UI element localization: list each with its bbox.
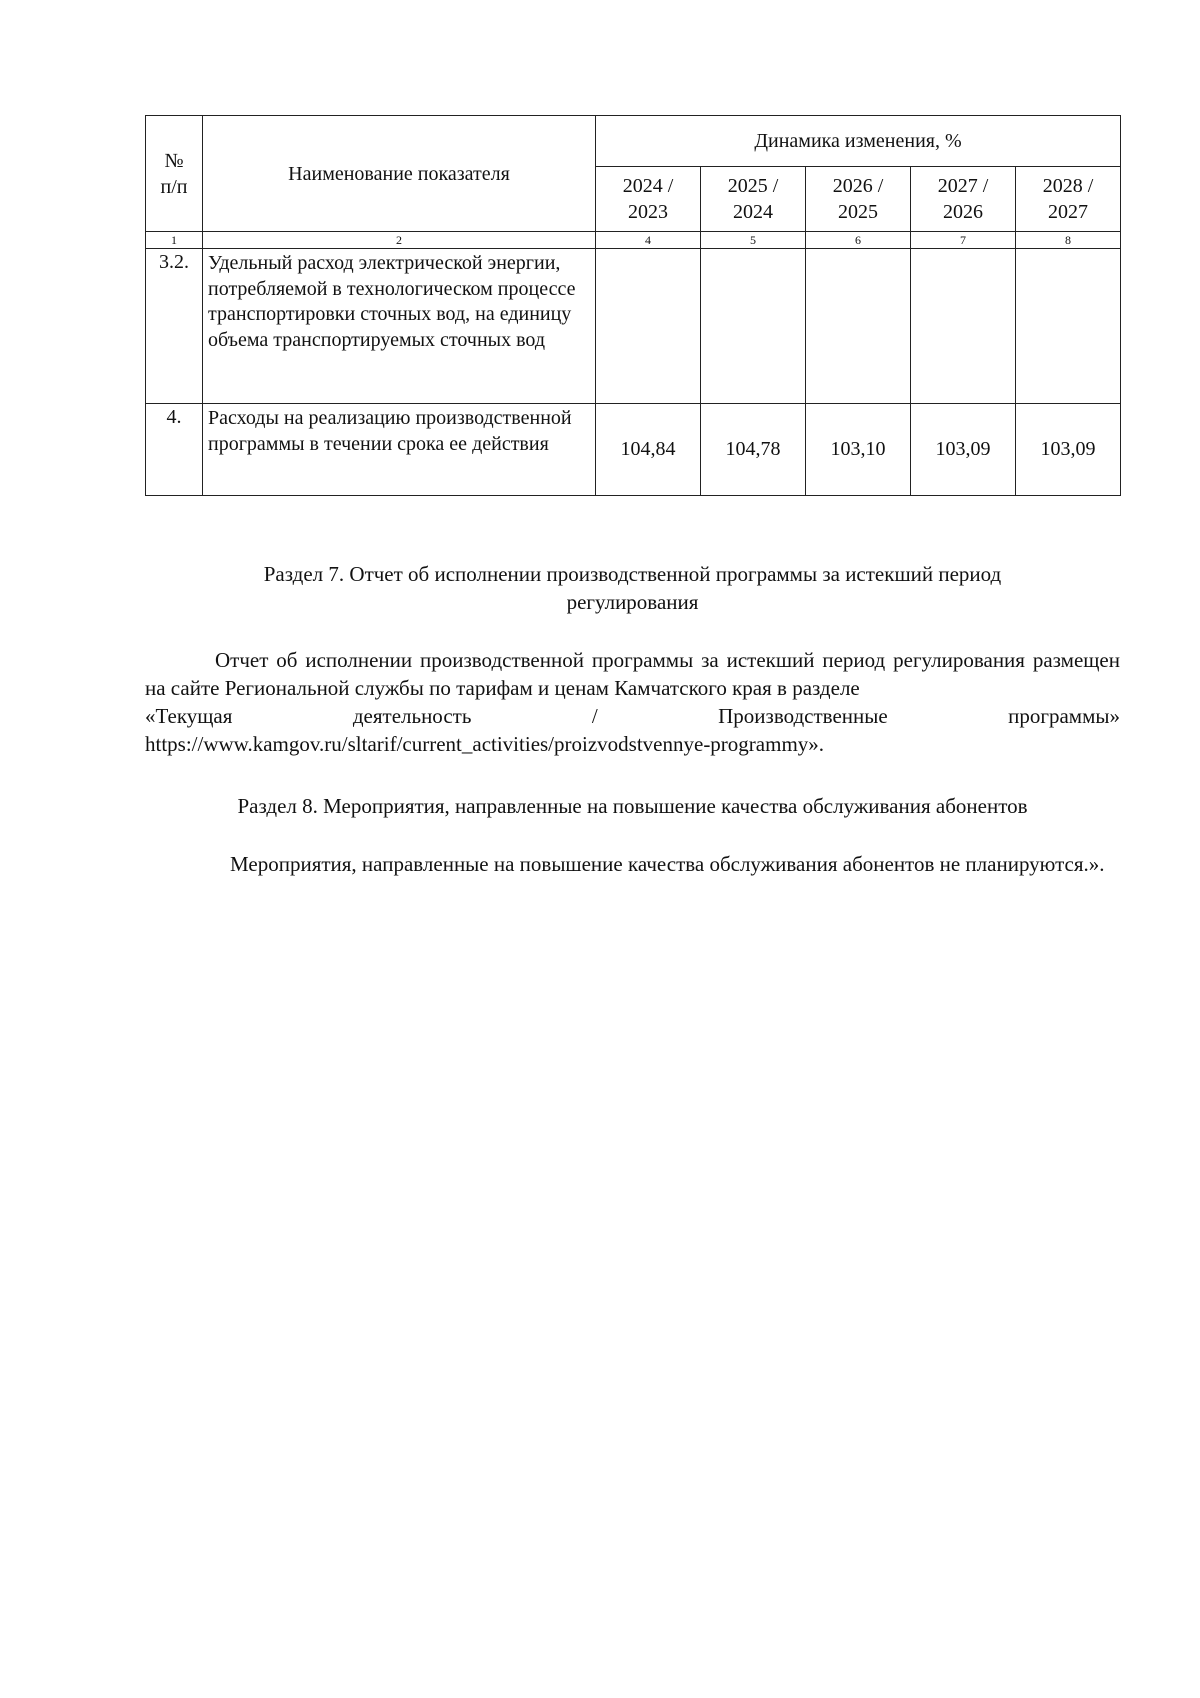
year-header: 2024 / 2023 — [596, 167, 701, 232]
column-index: 6 — [806, 232, 911, 249]
column-index: 1 — [146, 232, 203, 249]
table-header-row — [146, 116, 1121, 167]
column-index-row — [146, 232, 1121, 249]
row-value: 104,78 — [701, 404, 806, 496]
year-header: 2026 / 2025 — [806, 167, 911, 232]
row-value — [701, 249, 806, 404]
year-header: 2027 / 2026 — [911, 167, 1016, 232]
row-indicator-name: Расходы на реализацию производственной программы в течении срока ее действия — [203, 404, 596, 496]
column-index: 7 — [911, 232, 1016, 249]
section-7-title-line: Раздел 7. Отчет об исполнении производственной программы за истекший период — [263, 562, 1002, 586]
row-value — [1016, 249, 1121, 404]
section-7-title — [145, 560, 1120, 616]
table-row — [146, 404, 1121, 496]
row-value: 103,09 — [1016, 404, 1121, 496]
dynamics-header: Динамика изменения, % — [596, 116, 1121, 167]
section-8-paragraph: Мероприятия, направленные на повышение качества обслуживания абонентов не планируются.». — [230, 852, 1105, 876]
row-number: 3.2. — [146, 249, 203, 404]
row-value: 103,10 — [806, 404, 911, 496]
section-8-title: Раздел 8. Мероприятия, направленные на повышение качества обслуживания абонентов — [237, 794, 1028, 818]
year-header: 2025 / 2024 — [701, 167, 806, 232]
section-7-paragraph-url: https://www.kamgov.ru/sltarif/current_activities/proizvodstvennye-programmy». — [145, 732, 825, 756]
row-value: 104,84 — [596, 404, 701, 496]
row-value: 103,09 — [911, 404, 1016, 496]
column-index: 2 — [203, 232, 596, 249]
col-num-header: № п/п — [146, 116, 203, 232]
section-7-paragraph-link-caption: «Текущая деятельность / Производственные программы» — [145, 704, 1120, 728]
section-7-paragraph-text: Отчет об исполнении производственной программы за истекший период регулирования размещен на сайте Региональной службы по тарифам и ценам Камчатского края в разделе — [145, 648, 1120, 700]
table-row — [146, 249, 1121, 404]
column-index: 8 — [1016, 232, 1121, 249]
column-index: 5 — [701, 232, 806, 249]
col-name-header: Наименование показателя — [203, 116, 596, 232]
row-value — [596, 249, 701, 404]
row-value — [911, 249, 1016, 404]
row-value — [806, 249, 911, 404]
section-7-title-line: регулирования — [566, 590, 699, 614]
year-header: 2028 / 2027 — [1016, 167, 1121, 232]
document-page — [145, 115, 1120, 878]
column-index: 4 — [596, 232, 701, 249]
row-indicator-name: Удельный расход электрической энергии, потребляемой в технологическом процессе транспортировки сточных вод, на единицу объема транспортируемых сточных вод — [203, 249, 596, 404]
row-number: 4. — [146, 404, 203, 496]
section-7-paragraph — [145, 646, 1120, 758]
indicators-table — [145, 115, 1121, 496]
